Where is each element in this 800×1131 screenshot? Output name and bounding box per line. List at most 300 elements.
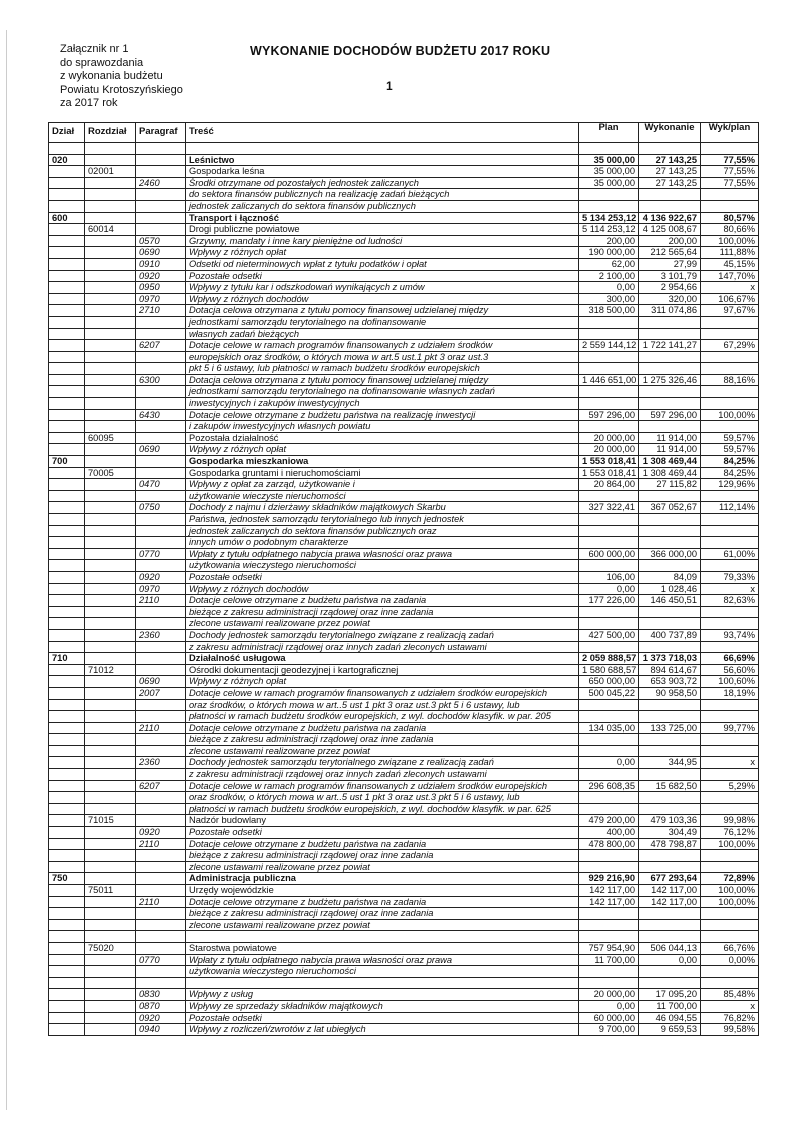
cell-wykonanie: 597 296,00: [639, 409, 701, 421]
cell-rozdzial: [85, 931, 136, 943]
attachment-note-line: do sprawozdania: [60, 56, 144, 69]
cell-tresc: Państwa, jednostek samorządu terytorialnego lub innych jednostek: [186, 514, 579, 526]
cell-wyk-plan: [701, 363, 759, 375]
cell-dzial: [49, 189, 85, 201]
cell-wykonanie: 27 143,25: [639, 154, 701, 166]
cell-wykonanie: 4 136 922,67: [639, 212, 701, 224]
cell-rozdzial: [85, 351, 136, 363]
cell-rozdzial: [85, 548, 136, 560]
cell-paragraf: [136, 200, 186, 212]
cell-plan: 300,00: [579, 293, 639, 305]
budget-table: [48, 122, 759, 1036]
cell-rozdzial: [85, 977, 136, 989]
cell-plan: [579, 803, 639, 815]
cell-paragraf: [136, 224, 186, 236]
table-row: [49, 641, 759, 653]
cell-tresc: Starostwa powiatowe: [186, 942, 579, 954]
cell-wyk-plan: [701, 919, 759, 931]
cell-paragraf: 2007: [136, 687, 186, 699]
cell-wykonanie: [639, 966, 701, 978]
table-row: [49, 525, 759, 537]
cell-plan: 600 000,00: [579, 548, 639, 560]
cell-wykonanie: 894 614,67: [639, 664, 701, 676]
column-header-tresc: Treść: [186, 123, 579, 143]
cell-rozdzial: [85, 200, 136, 212]
cell-dzial: 600: [49, 212, 85, 224]
cell-dzial: [49, 885, 85, 897]
cell-wykonanie: [639, 490, 701, 502]
cell-tresc: Dotacje celowe otrzymane z budżetu państwa na zadania: [186, 722, 579, 734]
column-header-plan: Plan: [579, 123, 639, 143]
cell-paragraf: 0690: [136, 676, 186, 688]
cell-plan: [579, 919, 639, 931]
cell-wyk-plan: [701, 537, 759, 549]
cell-wykonanie: [639, 641, 701, 653]
cell-tresc: Transport i łączność: [186, 212, 579, 224]
cell-paragraf: 6430: [136, 409, 186, 421]
table-row: [49, 374, 759, 386]
cell-wykonanie: 320,00: [639, 293, 701, 305]
cell-dzial: 700: [49, 456, 85, 468]
cell-wyk-plan: [701, 861, 759, 873]
cell-paragraf: [136, 664, 186, 676]
cell-tresc: do sektora finansów publicznych na realizację zadań bieżących: [186, 189, 579, 201]
cell-wyk-plan: 80,57%: [701, 212, 759, 224]
table-row: [49, 293, 759, 305]
cell-wyk-plan: [701, 351, 759, 363]
cell-wyk-plan: 66,76%: [701, 942, 759, 954]
cell-tresc: Urzędy wojewódzkie: [186, 885, 579, 897]
cell-paragraf: [136, 432, 186, 444]
cell-rozdzial: [85, 316, 136, 328]
cell-dzial: [49, 305, 85, 317]
cell-plan: [579, 490, 639, 502]
table-row: [49, 838, 759, 850]
table-row: [49, 258, 759, 270]
cell-paragraf: 0940: [136, 1024, 186, 1036]
subsection-row: [49, 942, 759, 954]
cell-dzial: [49, 595, 85, 607]
cell-paragraf: [136, 803, 186, 815]
cell-wykonanie: [639, 200, 701, 212]
subsection-row: [49, 467, 759, 479]
cell-rozdzial: [85, 514, 136, 526]
cell-paragraf: [136, 942, 186, 954]
cell-tresc: Wpływy z tytułu kar i odszkodowań wynikających z umów: [186, 282, 579, 294]
cell-rozdzial: [85, 629, 136, 641]
cell-plan: 400,00: [579, 827, 639, 839]
cell-dzial: [49, 1024, 85, 1036]
cell-rozdzial: [85, 189, 136, 201]
cell-plan: 757 954,90: [579, 942, 639, 954]
cell-rozdzial: 70005: [85, 467, 136, 479]
cell-dzial: [49, 606, 85, 618]
cell-paragraf: 0470: [136, 479, 186, 491]
cell-plan: [579, 363, 639, 375]
cell-wyk-plan: 5,29%: [701, 780, 759, 792]
cell-dzial: [49, 432, 85, 444]
cell-tresc: Wpływy z rozliczeń/zwrotów z lat ubiegłych: [186, 1024, 579, 1036]
cell-plan: [579, 189, 639, 201]
cell-paragraf: [136, 745, 186, 757]
section-row: [49, 653, 759, 665]
table-row: [49, 444, 759, 456]
cell-tresc: jednostek zaliczanych do sektora finansów publicznych oraz: [186, 525, 579, 537]
cell-wykonanie: 46 094,55: [639, 1012, 701, 1024]
table-row: [49, 571, 759, 583]
cell-rozdzial: [85, 490, 136, 502]
cell-wykonanie: 212 565,64: [639, 247, 701, 259]
cell-wyk-plan: 100,00%: [701, 896, 759, 908]
cell-plan: 134 035,00: [579, 722, 639, 734]
cell-rozdzial: [85, 757, 136, 769]
cell-paragraf: [136, 143, 186, 155]
cell-paragraf: [136, 398, 186, 410]
cell-plan: 35 000,00: [579, 154, 639, 166]
table-row: [49, 769, 759, 781]
cell-dzial: [49, 838, 85, 850]
cell-tresc: oraz środków, o których mowa w art..5 ust 1 pkt 3 oraz ust.3 pkt 5 i 6 ustawy, lub: [186, 792, 579, 804]
cell-tresc: [186, 977, 579, 989]
cell-wykonanie: 142 117,00: [639, 896, 701, 908]
cell-tresc: jednostkami samorządu terytorialnego na dofinansowanie własnych zadań: [186, 386, 579, 398]
cell-rozdzial: 60095: [85, 432, 136, 444]
cell-rozdzial: 75020: [85, 942, 136, 954]
section-row: [49, 212, 759, 224]
cell-tresc: Grzywny, mandaty i inne kary pieniężne od ludności: [186, 235, 579, 247]
cell-wyk-plan: [701, 618, 759, 630]
cell-plan: 0,00: [579, 282, 639, 294]
cell-dzial: [49, 931, 85, 943]
cell-paragraf: [136, 966, 186, 978]
cell-dzial: [49, 571, 85, 583]
cell-plan: 650 000,00: [579, 676, 639, 688]
cell-rozdzial: [85, 525, 136, 537]
cell-wykonanie: [639, 931, 701, 943]
table-row: [49, 1012, 759, 1024]
cell-wyk-plan: [701, 200, 759, 212]
table-row: [49, 1024, 759, 1036]
cell-wyk-plan: 112,14%: [701, 502, 759, 514]
cell-tresc: własnych zadań bieżących: [186, 328, 579, 340]
cell-rozdzial: [85, 560, 136, 572]
cell-wyk-plan: [701, 792, 759, 804]
cell-dzial: [49, 316, 85, 328]
cell-plan: [579, 908, 639, 920]
cell-paragraf: [136, 618, 186, 630]
cell-tresc: Dotacje celowe otrzymane z budżetu państwa na zadania: [186, 896, 579, 908]
cell-rozdzial: [85, 711, 136, 723]
cell-wykonanie: 2 954,66: [639, 282, 701, 294]
cell-paragraf: [136, 328, 186, 340]
cell-plan: [579, 931, 639, 943]
section-row: [49, 456, 759, 468]
cell-paragraf: [136, 792, 186, 804]
cell-plan: 106,00: [579, 571, 639, 583]
cell-dzial: 710: [49, 653, 85, 665]
cell-tresc: Wpływy z różnych opłat: [186, 444, 579, 456]
cell-plan: 929 216,90: [579, 873, 639, 885]
table-row: [49, 780, 759, 792]
cell-wyk-plan: [701, 711, 759, 723]
subsection-row: [49, 664, 759, 676]
cell-dzial: [49, 618, 85, 630]
cell-wykonanie: 90 958,50: [639, 687, 701, 699]
table-row: [49, 606, 759, 618]
cell-wyk-plan: [701, 514, 759, 526]
cell-wyk-plan: [701, 398, 759, 410]
cell-tresc: Dotacje celowe otrzymane z budżetu państwa na zadania: [186, 595, 579, 607]
cell-wykonanie: 9 659,53: [639, 1024, 701, 1036]
cell-wykonanie: [639, 386, 701, 398]
cell-paragraf: 0950: [136, 282, 186, 294]
cell-dzial: [49, 583, 85, 595]
cell-tresc: Odsetki od nieterminowych wpłat z tytułu podatków i opłat: [186, 258, 579, 270]
cell-dzial: [49, 258, 85, 270]
cell-dzial: [49, 177, 85, 189]
cell-dzial: [49, 166, 85, 178]
table-row: [49, 305, 759, 317]
table-row: [49, 316, 759, 328]
cell-wykonanie: [639, 734, 701, 746]
cell-rozdzial: [85, 595, 136, 607]
cell-tresc: Wpłaty z tytułu odpłatnego nabycia prawa własności oraz prawa: [186, 548, 579, 560]
cell-wykonanie: [639, 850, 701, 862]
cell-tresc: Nadzór budowlany: [186, 815, 579, 827]
cell-rozdzial: [85, 687, 136, 699]
cell-dzial: [49, 664, 85, 676]
cell-wyk-plan: 59,57%: [701, 444, 759, 456]
cell-rozdzial: [85, 873, 136, 885]
cell-wyk-plan: [701, 699, 759, 711]
cell-dzial: [49, 363, 85, 375]
cell-plan: 35 000,00: [579, 177, 639, 189]
cell-rozdzial: [85, 398, 136, 410]
cell-wykonanie: 27,99: [639, 258, 701, 270]
cell-dzial: [49, 919, 85, 931]
table-row: [49, 977, 759, 989]
cell-wykonanie: 1 275 326,46: [639, 374, 701, 386]
cell-wyk-plan: 99,58%: [701, 1024, 759, 1036]
cell-plan: [579, 711, 639, 723]
cell-wykonanie: 344,95: [639, 757, 701, 769]
cell-wyk-plan: [701, 769, 759, 781]
cell-wykonanie: [639, 977, 701, 989]
table-row: [49, 618, 759, 630]
cell-rozdzial: [85, 745, 136, 757]
cell-wykonanie: 27 143,25: [639, 177, 701, 189]
cell-dzial: [49, 409, 85, 421]
cell-wykonanie: 677 293,64: [639, 873, 701, 885]
cell-wyk-plan: 106,67%: [701, 293, 759, 305]
cell-wykonanie: [639, 803, 701, 815]
cell-wyk-plan: 129,96%: [701, 479, 759, 491]
cell-wykonanie: 367 052,67: [639, 502, 701, 514]
cell-paragraf: 0920: [136, 827, 186, 839]
cell-plan: [579, 734, 639, 746]
cell-tresc: Pozostała działalność: [186, 432, 579, 444]
table-row: [49, 919, 759, 931]
cell-paragraf: [136, 641, 186, 653]
cell-rozdzial: [85, 734, 136, 746]
cell-wyk-plan: 97,67%: [701, 305, 759, 317]
cell-rozdzial: [85, 861, 136, 873]
cell-tresc: Środki otrzymane od pozostałych jednostek zaliczanych: [186, 177, 579, 189]
cell-tresc: zlecone ustawami realizowane przez powiat: [186, 861, 579, 873]
table-row: [49, 421, 759, 433]
cell-paragraf: 0690: [136, 247, 186, 259]
table-row: [49, 687, 759, 699]
cell-tresc: Wpływy z różnych dochodów: [186, 583, 579, 595]
cell-tresc: Gospodarka gruntami i nieruchomościami: [186, 467, 579, 479]
cell-rozdzial: [85, 769, 136, 781]
cell-plan: 318 500,00: [579, 305, 639, 317]
cell-tresc: z zakresu administracji rządowej oraz innych zadań zleconych ustawami: [186, 769, 579, 781]
cell-tresc: inwestycyjnych i zakupów inwestycyjnych: [186, 398, 579, 410]
cell-rozdzial: [85, 792, 136, 804]
cell-wyk-plan: x: [701, 282, 759, 294]
cell-rozdzial: [85, 954, 136, 966]
cell-tresc: bieżące z zakresu administracji rządowej oraz inne zadania: [186, 606, 579, 618]
cell-plan: 11 700,00: [579, 954, 639, 966]
cell-plan: 62,00: [579, 258, 639, 270]
cell-wyk-plan: x: [701, 757, 759, 769]
cell-wyk-plan: [701, 386, 759, 398]
cell-tresc: Pozostałe odsetki: [186, 571, 579, 583]
cell-wykonanie: [639, 525, 701, 537]
cell-paragraf: 0920: [136, 1012, 186, 1024]
cell-dzial: [49, 351, 85, 363]
cell-tresc: Dotacje celowe w ramach programów finansowanych z udziałem środków europejskich: [186, 780, 579, 792]
cell-wykonanie: 3 101,79: [639, 270, 701, 282]
cell-tresc: bieżące z zakresu administracji rządowej oraz inne zadania: [186, 850, 579, 862]
cell-rozdzial: [85, 676, 136, 688]
table-row: [49, 328, 759, 340]
cell-paragraf: [136, 421, 186, 433]
cell-paragraf: [136, 919, 186, 931]
cell-wyk-plan: 99,98%: [701, 815, 759, 827]
cell-paragraf: 0970: [136, 583, 186, 595]
cell-rozdzial: [85, 235, 136, 247]
cell-tresc: bieżące z zakresu administracji rządowej oraz inne zadania: [186, 908, 579, 920]
table-row: [49, 363, 759, 375]
table-row: [49, 757, 759, 769]
cell-paragraf: [136, 606, 186, 618]
cell-tresc: zlecone ustawami realizowane przez powiat: [186, 919, 579, 931]
cell-wykonanie: 1 722 141,27: [639, 340, 701, 352]
cell-wykonanie: [639, 363, 701, 375]
cell-plan: [579, 861, 639, 873]
cell-rozdzial: [85, 305, 136, 317]
cell-paragraf: [136, 490, 186, 502]
cell-wykonanie: 1 308 469,44: [639, 467, 701, 479]
cell-paragraf: 0690: [136, 444, 186, 456]
cell-rozdzial: [85, 247, 136, 259]
cell-tresc: Dotacje celowe otrzymane z budżetu państwa na zadania: [186, 838, 579, 850]
subsection-row: [49, 885, 759, 897]
cell-dzial: [49, 745, 85, 757]
cell-plan: 2 559 144,12: [579, 340, 639, 352]
cell-wyk-plan: 84,25%: [701, 456, 759, 468]
table-row: [49, 340, 759, 352]
cell-wykonanie: 4 125 008,67: [639, 224, 701, 236]
cell-wyk-plan: 77,55%: [701, 177, 759, 189]
cell-tresc: i zakupów inwestycyjnych własnych powiatu: [186, 421, 579, 433]
cell-paragraf: 2710: [136, 305, 186, 317]
cell-wyk-plan: 56,60%: [701, 664, 759, 676]
cell-plan: 20 000,00: [579, 989, 639, 1001]
cell-rozdzial: [85, 571, 136, 583]
cell-wykonanie: [639, 711, 701, 723]
cell-paragraf: 0910: [136, 258, 186, 270]
cell-plan: [579, 699, 639, 711]
cell-wykonanie: 1 308 469,44: [639, 456, 701, 468]
cell-plan: [579, 745, 639, 757]
cell-dzial: [49, 328, 85, 340]
table-row: [49, 386, 759, 398]
cell-wyk-plan: 80,66%: [701, 224, 759, 236]
cell-rozdzial: [85, 838, 136, 850]
cell-tresc: Wpływy z różnych dochodów: [186, 293, 579, 305]
cell-wykonanie: 1 373 718,03: [639, 653, 701, 665]
cell-tresc: Działalność usługowa: [186, 653, 579, 665]
cell-paragraf: 2110: [136, 896, 186, 908]
cell-dzial: [49, 374, 85, 386]
cell-wyk-plan: [701, 977, 759, 989]
section-row: [49, 873, 759, 885]
cell-tresc: Pozostałe odsetki: [186, 1012, 579, 1024]
cell-wyk-plan: [701, 641, 759, 653]
cell-paragraf: 0920: [136, 270, 186, 282]
cell-paragraf: 2360: [136, 757, 186, 769]
table-row: [49, 734, 759, 746]
cell-rozdzial: [85, 328, 136, 340]
cell-rozdzial: [85, 850, 136, 862]
cell-wykonanie: 506 044,13: [639, 942, 701, 954]
table-row: [49, 827, 759, 839]
cell-dzial: [49, 282, 85, 294]
cell-rozdzial: [85, 908, 136, 920]
cell-tresc: Ośrodki dokumentacji geodezyjnej i kartograficznej: [186, 664, 579, 676]
table-row: [49, 861, 759, 873]
cell-wyk-plan: [701, 189, 759, 201]
cell-rozdzial: [85, 502, 136, 514]
cell-plan: 1 446 651,00: [579, 374, 639, 386]
cell-wyk-plan: [701, 490, 759, 502]
table-row: [49, 803, 759, 815]
cell-rozdzial: [85, 827, 136, 839]
cell-wykonanie: 17 095,20: [639, 989, 701, 1001]
cell-dzial: [49, 861, 85, 873]
cell-wyk-plan: 100,00%: [701, 838, 759, 850]
cell-wykonanie: 15 682,50: [639, 780, 701, 792]
cell-paragraf: [136, 873, 186, 885]
cell-wykonanie: 27 115,82: [639, 479, 701, 491]
cell-wyk-plan: 61,00%: [701, 548, 759, 560]
cell-wyk-plan: 77,55%: [701, 154, 759, 166]
cell-plan: 5 134 253,12: [579, 212, 639, 224]
attachment-note-line: Załącznik nr 1: [60, 43, 129, 55]
cell-wykonanie: 311 074,86: [639, 305, 701, 317]
cell-paragraf: [136, 885, 186, 897]
cell-dzial: [49, 1000, 85, 1012]
cell-paragraf: [136, 189, 186, 201]
cell-wykonanie: 366 000,00: [639, 548, 701, 560]
cell-wykonanie: 142 117,00: [639, 885, 701, 897]
table-row: [49, 954, 759, 966]
cell-dzial: [49, 780, 85, 792]
cell-wykonanie: 653 903,72: [639, 676, 701, 688]
